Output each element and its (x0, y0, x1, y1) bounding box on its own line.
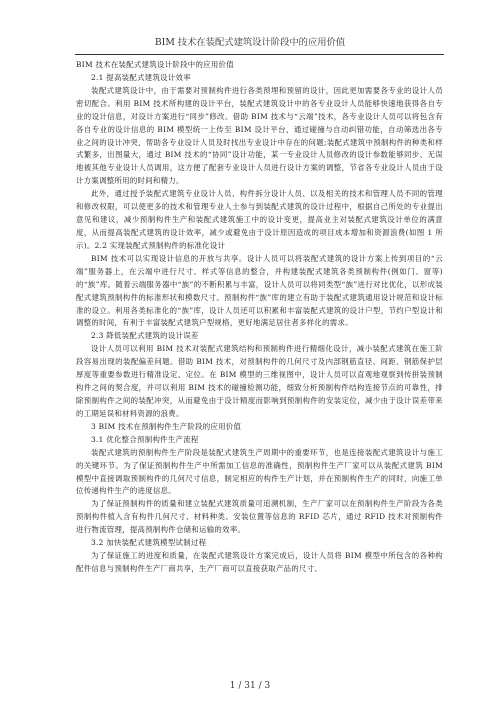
paragraph-design-efficiency: 装配式建筑设计中，由于需要对预制构件进行各类预埋和预留的设计，因此更加需要各专业的设计人员密切配合。利用 BIM 技术所构建的设计平台，装配式建筑设计中的各专业设计人员能够快速地获得各自专业的设计信息，对设计方案进行“同步”修改。借助 BIM 技术与“云端”技术，各专业设计人员可以将包含有各自专业的设计信息的 BIM 模型统一上传至 BIM 设计平台，通过碰撞与自动纠错功能，自动筛选出各专业之间的设计冲突，帮助各专业设计人员及时找出专业设计中存在的问题;装配式建筑中预制构件的种类和样式繁多，出图量大，通过 BIM 技术的“协同”设计功能，某一专业设计人员修改的设计参数能够同步、无误地被其他专业设计人员调用，这方便了配套专业设计人员进行设计方案的调整，节省各专业设计人员由于设计方案调整所用的时间和精力。 (76, 85, 443, 186)
paragraph-permissions: 此外，通过授予装配式建筑专业设计人员、构件拆分设计人员、以及相关的技术和管理人员不同的管理和修改权限，可以使更多的技术和管理专业人士参与到装配式建筑的设计过程中，根据自己所处的专业提出意见和建议，减少预制构件生产和装配式建筑施工中的设计变更，提高业主对装配式建筑设计单位的满意度，从而提高装配式建筑的设计效率，减少或避免由于设计原因造成的项目成本增加和资源浪费(如图 1 所示)。2.2 实现装配式预制构件的标准化设计 (76, 189, 443, 250)
section-heading-3-2: 3.2 加快装配式建筑模型试制过程 (91, 538, 207, 548)
running-header: BIM 技术在装配式建筑设计阶段中的应用价值 (154, 37, 346, 48)
section-heading-3: 3 BIM 技术在预制构件生产阶段的应用价值 (91, 421, 242, 431)
header-divider (75, 54, 444, 55)
section-heading-3-1: 3.1 优化整合预制构件生产流程 (91, 434, 199, 444)
section-heading-2-1: 2.1 提高装配式建筑设计效率 (91, 72, 191, 82)
page-number: 1 / 31 / 3 (229, 681, 271, 691)
paragraph-trial-production: 为了保证施工的进度和质量，在装配式建筑设计方案完成后，设计人员将 BIM 模型中所包含的各种构配件信息与预制构件生产厂商共享，生产厂商可以直接获取产品的尺寸、 (76, 551, 443, 573)
paragraph-production-flow: 装配式建筑的预制构件生产阶段是装配式建筑生产周期中的重要环节，也是连接装配式建筑设计与施工的关键环节。为了保证预制构件生产中所需加工信息的准确性，预制构件生产厂家可以从装配式建筑 BIM 模型中直接调取预制构件的几何尺寸信息，制定相应的构件生产计划，并在预制构件生产的同时，向施工单位传递构件生产的进度信息。 (76, 447, 443, 496)
paragraph-standardization: BIM 技术可以实现设计信息的开放与共享。设计人员可以将装配式建筑的设计方案上传到项目的“云端”服务器上，在云端中进行尺寸、样式等信息的整合，并构建装配式建筑各类预制构件(例如门、窗等)的“族”库。随着云端服务器中“族”的不断积累与丰富，设计人员可以将同类型“族”进行对比优化，以形成装配式建筑预制构件的标准形状和模数尺寸。预制构件“族”库的建立有助于装配式建筑通用设计规范和设计标准的设立。利用各类标准化的“族”库，设计人员还可以积累和丰富装配式建筑的设计户型，节约户型设计和调整的时间，有利于丰富装配式建筑户型规格，更好地满足居住者多样化的需求。 (76, 253, 443, 328)
document-title-line: BIM 技术在装配式建筑设计阶段中的应用价值 (76, 60, 234, 69)
paragraph-rfid: 为了保证预制构件的质量和建立装配式建筑质量可追溯机制，生产厂家可以在预制构件生产阶段为各类预制构件植入含有构件几何尺寸、材料种类、安装位置等信息的 RFID 芯片，通过 RFID 技术对预制构件进行物流管理，提高预制构件仓储和运输的效率。 (76, 499, 443, 535)
document-body (76, 59, 443, 576)
paragraph-design-error: 设计人员可以利用 BIM 技术对装配式建筑结构和预制构件进行精细化设计，减小装配式建筑在施工阶段容易出现的装配偏差问题。借助 BIM 技术，对预制构件的几何尺寸及内部钢筋直径、间距、钢筋保护层厚度等重要参数进行精准设定、定位。在 BIM 模型的三维视图中，设计人员可以直观地观察到传拼装预制构件之间的契合度，并可以利用 BIM 技术的碰撞检测功能，细致分析预制构件结构连接节点的可靠性，排除预制构件之间的装配冲突，从而避免由于设计精度而影响到预制构件的安装定位，减少由于设计误差带来的工期延误和材料资源的浪费。 (76, 344, 443, 418)
section-heading-2-3: 2.3 降低装配式建筑的设计误差 (91, 331, 199, 341)
